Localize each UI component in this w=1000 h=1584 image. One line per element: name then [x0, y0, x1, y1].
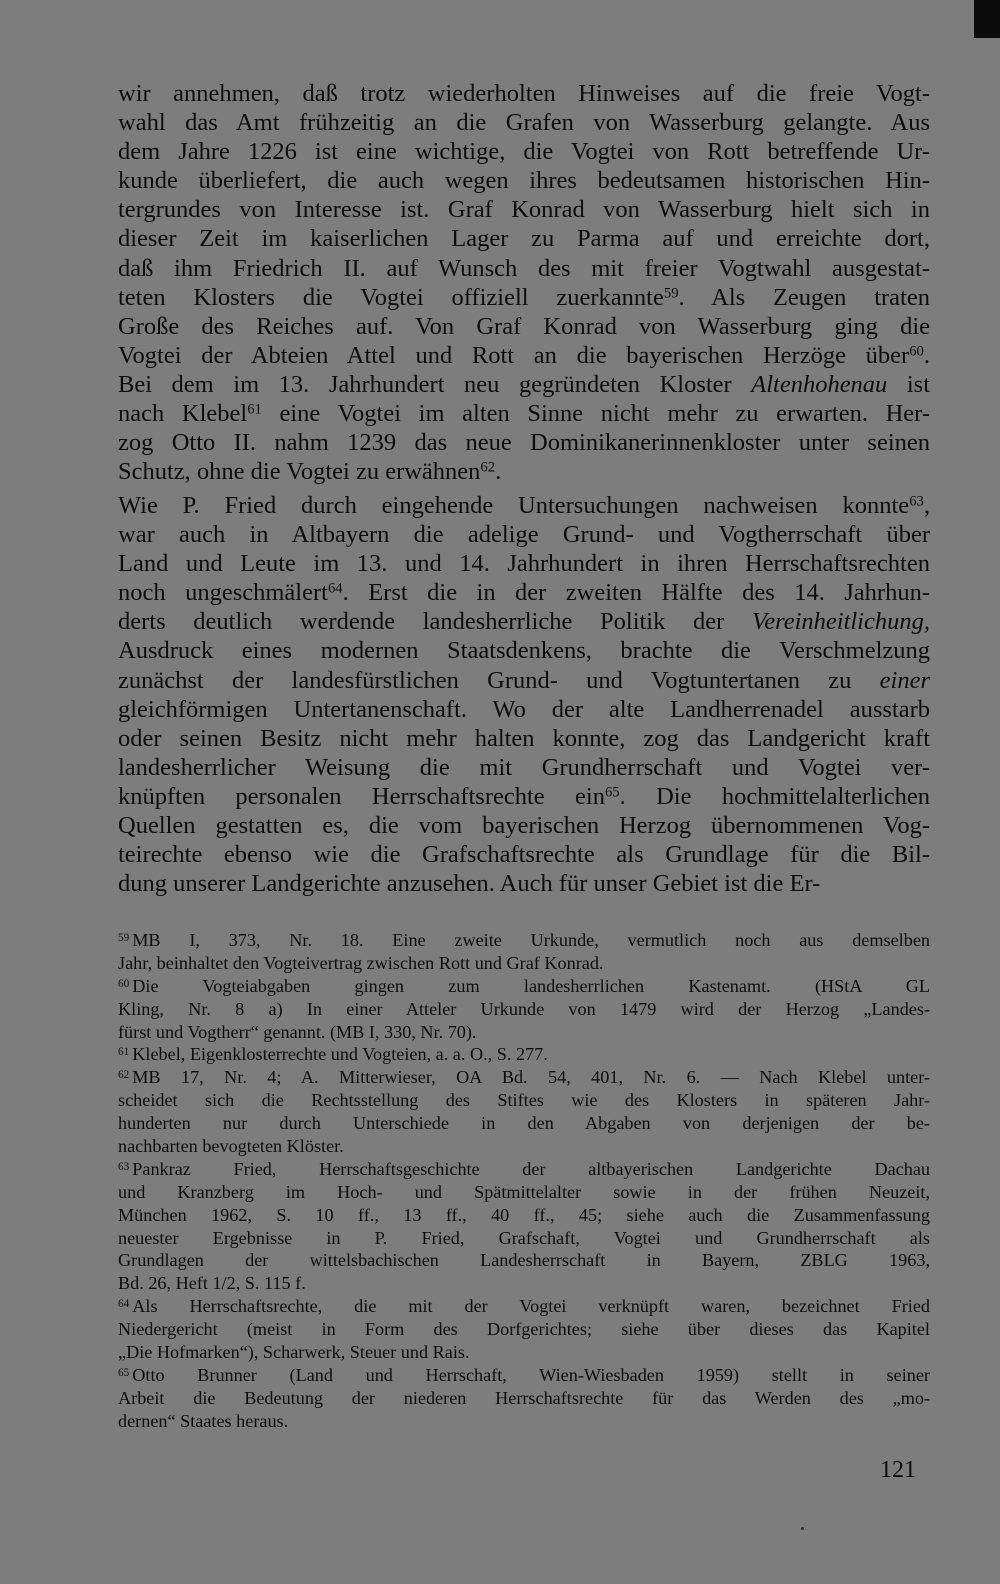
text-line: wir annehmen, daß trotz wiederholten Hinweises auf die freie Vogt- — [118, 80, 930, 107]
line-text: . Als Zeugen traten — [678, 283, 930, 311]
line-text: . — [923, 341, 930, 369]
text-line: Ausdruck eines modernen Staatsdenkens, brachte die Verschmelzung — [118, 637, 930, 665]
footnote-line — [118, 1318, 930, 1341]
footnote-text: nachbarten bevogteten Klöster. — [118, 1136, 344, 1157]
footnote-reference: 61 — [247, 401, 262, 418]
footnote-text: MB I, 373, Nr. 18. Eine zweite Urkunde, vermutlich noch aus demselben — [132, 930, 930, 950]
text-line — [118, 607, 930, 636]
footnote-line — [118, 1021, 930, 1044]
footnote-text: neuester Ergebnisse in P. Fried, Grafschaft, Vogtei und Grundherrschaft als — [118, 1227, 930, 1248]
text-line: Land und Leute im 13. und 14. Jahrhundert in ihren Herrschaftsrechten — [118, 550, 930, 578]
footnote-text: scheidet sich die Rechtsstellung des Stiftes wie des Klosters in späteren Jahr- — [118, 1090, 930, 1111]
line-text: Bei dem im 13. Jahrhundert neu gegründeten Kloster — [118, 370, 752, 398]
footnote-line — [118, 1112, 930, 1135]
text-line — [118, 341, 930, 370]
footnote-number: 63 — [118, 1160, 130, 1173]
footnote-reference: 63 — [909, 493, 924, 510]
footnote-line — [118, 1387, 930, 1410]
text-line: daß ihm Friedrich II. auf Wunsch des mit freier Vogtwahl ausgestat- — [118, 254, 930, 282]
footnote-line — [118, 1066, 930, 1089]
footnote-line — [118, 1295, 930, 1318]
footnote-line — [118, 1181, 930, 1204]
footnote-reference: 64 — [327, 580, 343, 597]
footnote-line — [118, 975, 930, 998]
footnote-text: München 1962, S. 10 ff., 13 ff., 40 ff., 45; siehe auch die Zusammenfassung — [118, 1204, 930, 1225]
footnote-line — [118, 952, 930, 975]
line-text: nach Klebel — [118, 400, 248, 428]
line-text: derts deutlich werdende landesherrliche Politik der — [118, 608, 752, 636]
footnote-text: Grundlagen der wittelsbachischen Landesherrschaft in Bayern, ZBLG 1963, — [118, 1250, 930, 1271]
footnote-text: fürst und Vogtherr“ genannt. (MB I, 330, Nr. 70). — [118, 1021, 477, 1042]
footnote-text: Klebel, Eigenklosterrechte und Vogteien, a. a. O., S. 277. — [132, 1044, 548, 1065]
footnote-text: hunderten nur durch Unterschiede in den Abgaben von derjenigen der be- — [118, 1113, 930, 1134]
emphasis-text: einer — [879, 666, 930, 694]
line-text: Schutz, ohne die Vogtei zu erwähnen — [118, 458, 481, 486]
text-line — [118, 491, 930, 520]
footnote-reference: 65 — [604, 784, 620, 801]
footnote-line — [118, 1410, 930, 1433]
line-text: zunächst der landesfürstlichen Grund- und Vogtuntertanen zu — [118, 666, 880, 694]
footnote-line — [118, 929, 930, 952]
footnote-number: 62 — [118, 1069, 130, 1082]
line-text: ist — [887, 370, 930, 398]
footnote-number: 59 — [118, 931, 130, 944]
footnote-line — [118, 1249, 930, 1272]
footnote-text: Arbeit die Bedeutung der niederen Herrschaftsrechte für das Werden des „mo- — [118, 1387, 930, 1408]
footnote-number: 65 — [118, 1366, 130, 1379]
text-line: tergrundes von Interesse ist. Graf Konrad von Wasserburg hielt sich in — [118, 196, 930, 224]
footnote-reference: 59 — [663, 285, 679, 302]
text-line: Quellen gestatten es, die vom bayerischen Herzog übernommenen Vog- — [118, 812, 930, 840]
footnote-line — [118, 998, 930, 1021]
line-text: eine Vogtei im alten Sinne nicht mehr zu erwarten. Her- — [261, 400, 930, 428]
footnote-text: Jahr, beinhaltet den Vogteivertrag zwischen Rott und Graf Konrad. — [118, 952, 604, 973]
footnote-number: 64 — [118, 1298, 130, 1311]
text-line: gleichförmigen Untertanenschaft. Wo der alte Landherrenadel ausstarb — [118, 695, 930, 723]
line-text: teten Klosters die Vogtei offiziell zuerkannte — [118, 283, 664, 311]
paragraph-1 — [118, 79, 930, 486]
text-line: teirechte ebenso wie die Grafschaftsrechte als Grundlage für die Bil- — [118, 841, 930, 869]
text-line: wahl das Amt frühzeitig an die Grafen von Wasserburg gelangte. Aus — [118, 109, 930, 137]
footnotes — [118, 929, 930, 1433]
text-line: dung unserer Landgerichte anzusehen. Auch für unser Gebiet ist die Er- — [118, 870, 821, 898]
footnote-reference: 62 — [480, 459, 496, 476]
footnote-line — [118, 1158, 930, 1181]
footnote-text: dernen“ Staates heraus. — [118, 1410, 289, 1431]
footnote-text: Kling, Nr. 8 a) In einer Atteler Urkunde von 1479 wird der Herzog „Landes- — [118, 998, 930, 1019]
footnote-reference: 60 — [909, 343, 924, 360]
text-line — [118, 666, 930, 695]
footnote-line — [118, 1204, 930, 1227]
footnote-text: Die Vogteiabgaben gingen zum landesherrlichen Kastenamt. (HStA GL — [132, 975, 930, 996]
text-line — [118, 578, 930, 607]
paragraph-2 — [118, 491, 930, 898]
text-line: dem Jahre 1226 ist eine wichtige, die Vogtei von Rott betreffende Ur- — [118, 138, 930, 166]
footnote-text: Bd. 26, Heft 1/2, S. 115 f. — [118, 1273, 306, 1294]
text-line: oder seinen Besitz nicht mehr halten konnte, zog das Landgericht kraft — [118, 724, 930, 752]
footnote-line — [118, 1341, 930, 1364]
text-line — [118, 457, 930, 486]
footnote-line — [118, 1227, 930, 1250]
text-line — [118, 283, 930, 312]
footnote-number: 61 — [118, 1046, 130, 1059]
footnote-line — [118, 1135, 930, 1158]
footnote-text: und Kranzberg im Hoch- und Spätmittelalter sowie in der frühen Neuzeit, — [118, 1181, 930, 1202]
footnote-line — [118, 1272, 930, 1295]
footnote-line — [118, 1089, 930, 1112]
line-text: . — [495, 458, 502, 486]
footnote-number: 60 — [118, 977, 130, 990]
line-text: knüpften personalen Herrschaftsrechte ein — [118, 782, 605, 810]
footnote-text: Otto Brunner (Land und Herrschaft, Wien-Wiesbaden 1959) stellt in seiner — [132, 1364, 930, 1385]
text-line — [118, 399, 930, 428]
text-line: zog Otto II. nahm 1239 das neue Dominikanerinnenkloster unter seinen — [118, 429, 930, 457]
line-text: Wie P. Fried durch eingehende Untersuchungen nachweisen konnte — [118, 492, 910, 519]
line-text: , — [923, 492, 930, 519]
line-text: . Die hochmittelalterlichen — [619, 782, 930, 810]
text-line: Große des Reiches auf. Von Graf Konrad von Wasserburg ging die — [118, 312, 930, 340]
text-line: landesherrlicher Weisung die mit Grundherrschaft und Vogtei ver- — [118, 753, 930, 781]
line-text: Vogtei der Abteien Attel und Rott an die bayerischen Herzöge über — [118, 341, 910, 369]
emphasis-text: Altenhohenau — [751, 370, 888, 398]
footnote-text: Pankraz Fried, Herrschaftsgeschichte der altbayerischen Landgerichte Dachau — [132, 1158, 930, 1179]
footnote-text: Als Herrschaftsrechte, die mit der Vogtei verknüpft waren, bezeichnet Fried — [132, 1296, 930, 1317]
text-line: kunde überliefert, die auch wegen ihres bedeutsamen historischen Hin- — [118, 167, 930, 195]
text-line — [118, 370, 930, 399]
line-text: . Erst die in der zweiten Hälfte des 14. Jahrhun- — [342, 579, 930, 607]
text-line: war auch in Altbayern die adelige Grund- und Vogtherrschaft über — [118, 521, 930, 549]
footnote-text: „Die Hofmarken“), Scharwerk, Steuer und Rais. — [118, 1342, 470, 1363]
text-line: dieser Zeit im kaiserlichen Lager zu Parma auf und erreichte dort, — [118, 225, 930, 253]
line-text: noch ungeschmälert — [118, 579, 328, 607]
text-line — [118, 782, 930, 811]
page-number: 121 — [880, 1457, 916, 1483]
footnote-line — [118, 1043, 930, 1066]
footnote-text: MB 17, Nr. 4; A. Mitterwieser, OA Bd. 54, 401, Nr. 6. — Nach Klebel unter- — [132, 1067, 930, 1088]
emphasis-text: Vereinheitlichung, — [751, 608, 930, 636]
footnote-line — [118, 1364, 930, 1387]
scan-speck — [801, 1527, 804, 1530]
footnote-text: Niedergericht (meist in Form des Dorfgerichtes; siehe über dieses das Kapitel — [118, 1319, 930, 1340]
scan-edge-mark — [974, 0, 1000, 38]
